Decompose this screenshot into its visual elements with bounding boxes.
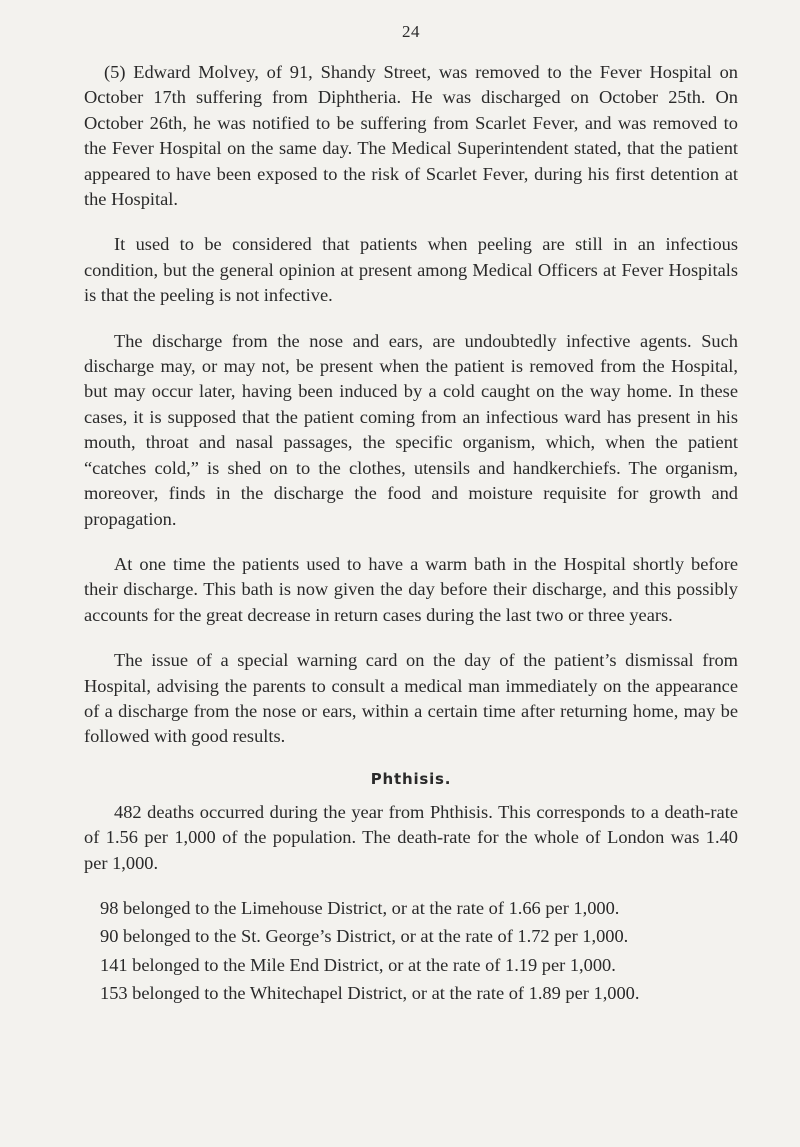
paragraph-warning-card: The issue of a special warning card on the day of the patient’s dismissal from Hospital, advising the parents to consult a medical man immediately on the appearance of a discharge from the nose or ears, within a certain time after returning home, may be followed with good results. bbox=[84, 650, 738, 747]
list-item-whitechapel: 153 belonged to the Whitechapel District, or at the rate of 1.89 per 1,000. bbox=[100, 983, 640, 1004]
paragraph-phthisis-intro: 482 deaths occurred during the year from Phthisis. This corresponds to a death-rate of 1.56 per 1,000 of the population. The death-rate for the whole of London was 1.40 per 1,000. bbox=[84, 801, 738, 873]
list-item-st-georges: 90 belonged to the St. George’s District, or at the rate of 1.72 per 1,000. bbox=[100, 926, 629, 947]
paragraph-warm-bath: At one time the patients used to have a warm bath in the Hospital shortly before their discharge. This bath is now given the day before their discharge, and this possibly accounts for the great decrease in return cases during the last two or three years. bbox=[84, 553, 738, 625]
page-number: 24 bbox=[402, 22, 420, 41]
section-heading-phthisis: Phthisis. bbox=[370, 769, 452, 788]
paragraph-discharge: The discharge from the nose and ears, are undoubtedly infective agents. Such discharge may, or may not, be present when the patient is removed from the Hospital, but may occur later, having been induced by a cold caught on the way home. In these cases, it is supposed that the patient coming from an infectious ward has present in his mouth, throat and nasal passages, the specific organism, which, when the patient “catches cold,” is shed on to the clothes, utensils and handkerchiefs. The organism, moreover, finds in the discharge the food and moisture requisite for growth and propagation. bbox=[84, 330, 738, 529]
paragraph-case-5: (5) Edward Molvey, of 91, Shandy Street, was removed to the Fever Hospital on October 17th suffering from Diphtheria. He was discharged on October 25th. On October 26th, he was notified to be suffering from Scarlet Fever, and was removed to the Fever Hospital on the same day. The Medical Superintendent stated, that the patient appeared to have been exposed to the risk of Scarlet Fever, during his first detention at the Hospital. bbox=[84, 62, 738, 210]
document-page bbox=[84, 22, 738, 1010]
list-item-mile-end: 141 belonged to the Mile End District, or at the rate of 1.19 per 1,000. bbox=[100, 954, 616, 975]
district-list bbox=[84, 896, 738, 1007]
list-item-limehouse: 98 belonged to the Limehouse District, or at the rate of 1.66 per 1,000. bbox=[100, 897, 620, 918]
paragraph-peeling: It used to be considered that patients when peeling are still in an infectious condition, but the general opinion at present among Medical Officers at Fever Hospitals is that the peeling is not infective. bbox=[84, 234, 738, 306]
